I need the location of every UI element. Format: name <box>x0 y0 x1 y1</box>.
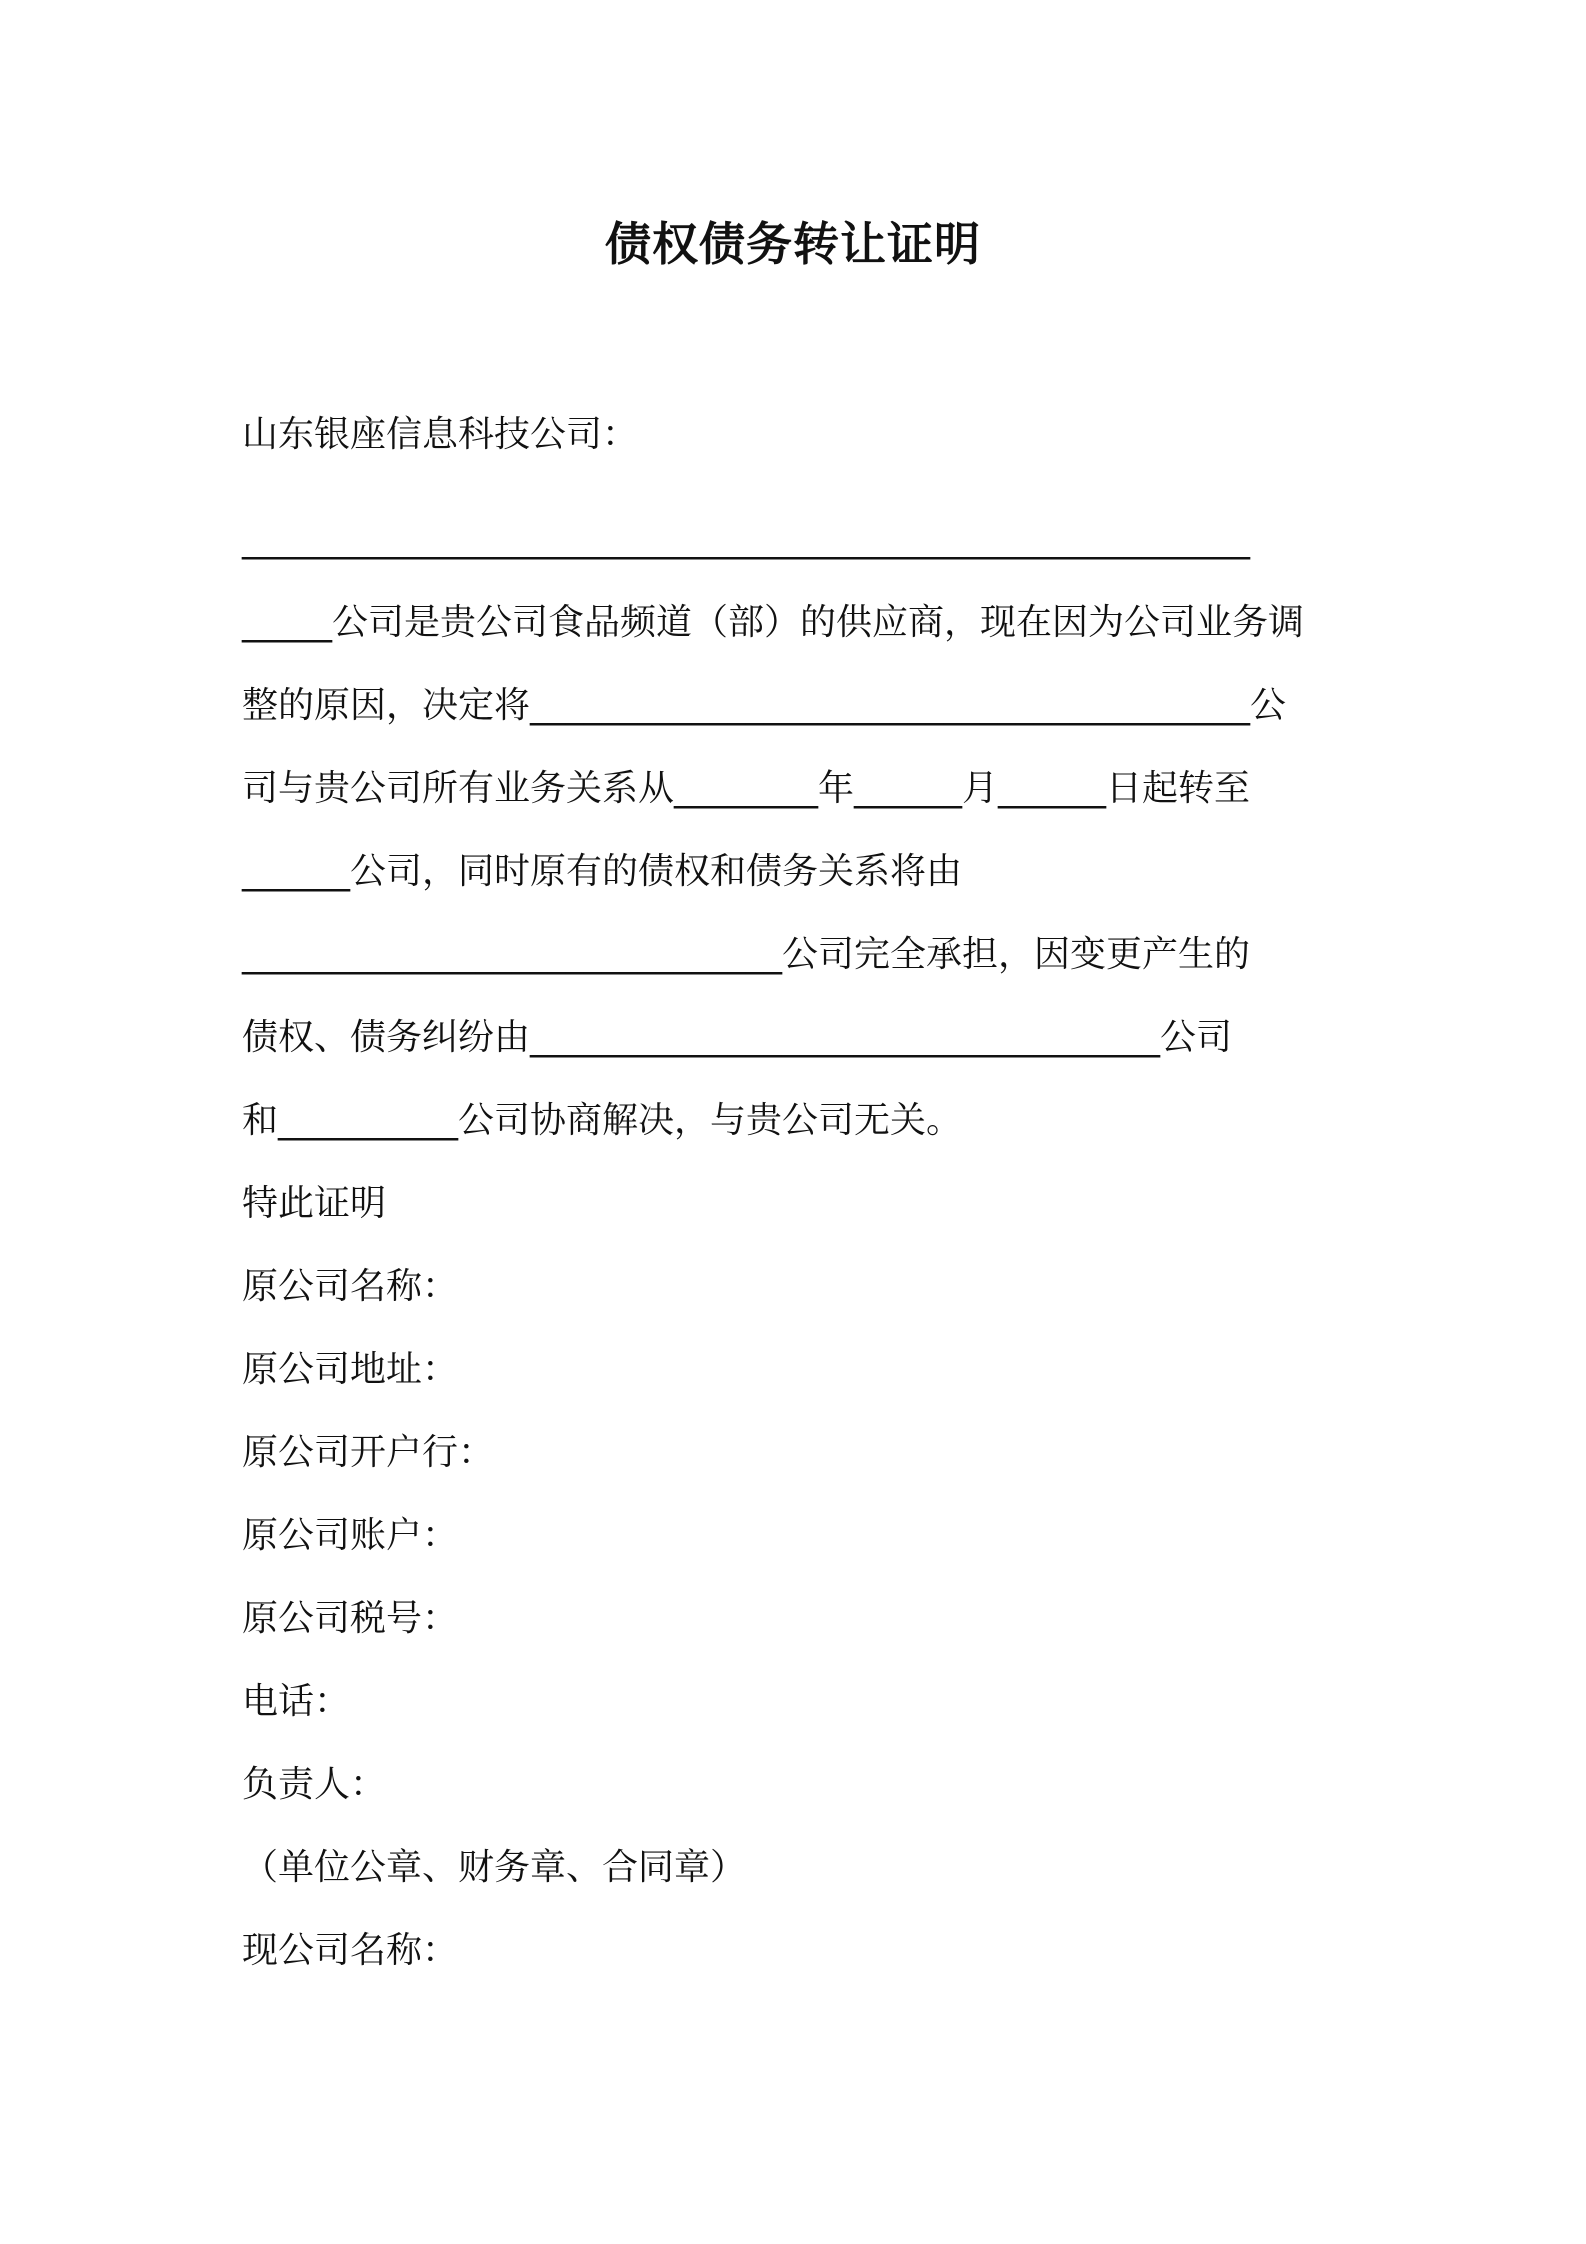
field-original-company-bank: 原公司开户行： <box>242 1432 495 1473</box>
body-line: 司与贵公司所有业务关系从________年______月______日起转至 <box>242 768 1251 809</box>
addressee: 山东银座信息科技公司： <box>242 414 639 455</box>
field-original-company-address: 原公司地址： <box>242 1349 459 1390</box>
document-title: 债权债务转让证明 <box>605 217 981 271</box>
body-line: ______________________________公司完全承担，因变更产生的 <box>242 934 1251 975</box>
field-original-company-name: 原公司名称： <box>242 1266 459 1307</box>
field-current-company-name: 现公司名称： <box>242 1930 459 1971</box>
body-line: ______公司，同时原有的债权和债务关系将由 <box>242 851 963 892</box>
body-line: 和__________公司协商解决，与贵公司无关。 <box>242 1100 963 1141</box>
field-phone: 电话： <box>242 1681 351 1722</box>
closing-text: 特此证明 <box>242 1183 387 1224</box>
field-original-company-tax-id: 原公司税号： <box>242 1598 459 1639</box>
body-line: ________________________________________________________ <box>242 519 1250 560</box>
field-responsible-person: 负责人： <box>242 1764 387 1805</box>
field-original-company-account: 原公司账户： <box>242 1515 459 1556</box>
body-line: _____公司是贵公司食品频道（部）的供应商，现在因为公司业务调 <box>242 602 1305 643</box>
body-line: 整的原因，决定将________________________________________公 <box>242 685 1287 726</box>
body-line: 债权、债务纠纷由___________________________________公司 <box>242 1017 1233 1058</box>
seal-note: （单位公章、财务章、合同章） <box>242 1847 747 1888</box>
